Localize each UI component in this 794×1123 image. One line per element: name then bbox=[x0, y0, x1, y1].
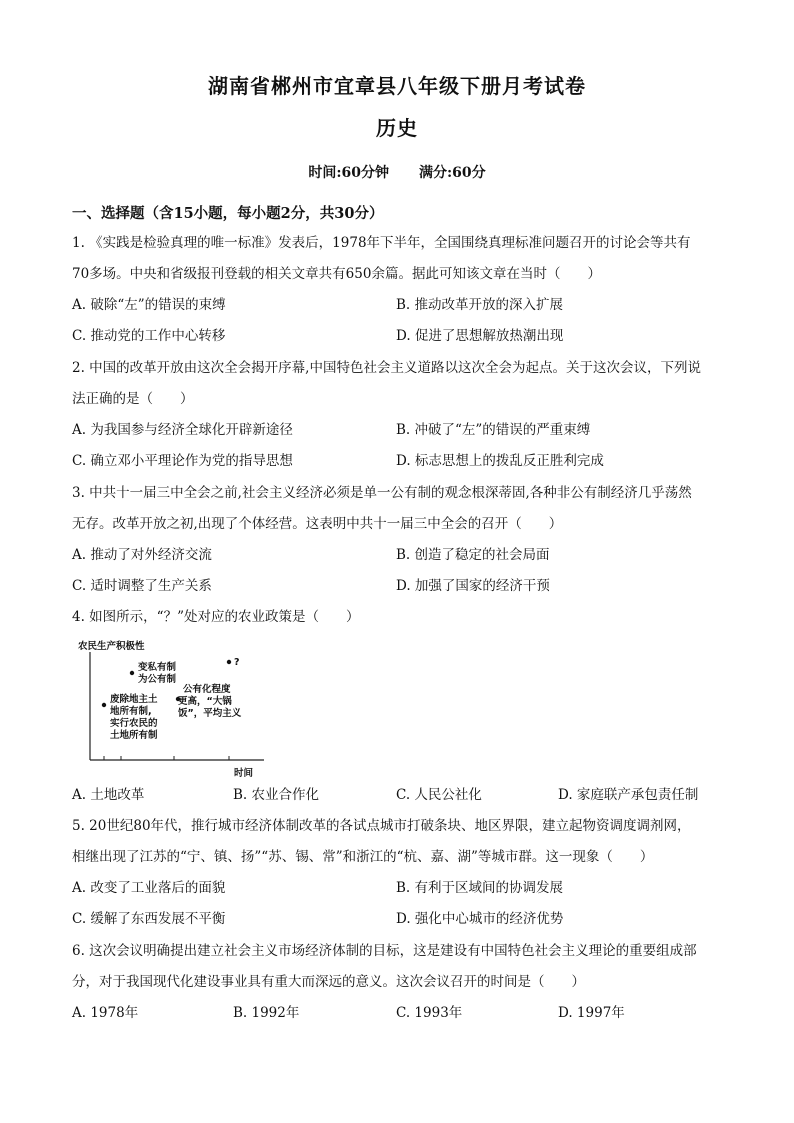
question-5-option-a[interactable]: A. 改变了工业落后的面貌 bbox=[72, 880, 226, 896]
point-1-label: 土地所有制 bbox=[110, 730, 158, 741]
question-3-option-c[interactable]: C. 适时调整了生产关系 bbox=[72, 578, 212, 594]
question-6-line-2: 分，对于我国现代化建设事业具有重大而深远的意义。这次会议召开的时间是（ ） bbox=[72, 974, 585, 990]
question-3-line-1: 3. 中共十一届三中全会之前,社会主义经济必须是单一公有制的观念根深蒂固,各种非公有制经济几乎荡然 bbox=[72, 485, 692, 501]
question-2-line-2: 法正确的是（ ） bbox=[72, 391, 194, 407]
exam-subject: 历史 bbox=[376, 116, 418, 140]
question-3-option-a[interactable]: A. 推动了对外经济交流 bbox=[72, 547, 212, 563]
question-4-option-c[interactable]: C. 人民公社化 bbox=[396, 787, 482, 803]
question-5-line-1: 5. 20世纪80年代，推行城市经济体制改革的各试点城市打破条块、地区界限，建立起物资调度调剂网， bbox=[72, 818, 691, 834]
question-1-option-a[interactable]: A. 破除“左”的错误的束缚 bbox=[72, 297, 226, 313]
question-3-option-d[interactable]: D. 加强了国家的经济干预 bbox=[396, 578, 550, 594]
exam-time: 时间:60分钟 bbox=[308, 165, 389, 181]
exam-meta bbox=[0, 162, 794, 182]
question-2-option-b[interactable]: B. 冲破了“左”的错误的严重束缚 bbox=[396, 422, 591, 438]
data-point bbox=[227, 660, 231, 664]
point-1-label: 地所有制, bbox=[110, 706, 152, 717]
question-5-option-b[interactable]: B. 有利于区域间的协调发展 bbox=[396, 880, 564, 896]
data-point bbox=[102, 703, 106, 707]
point-3-label: 公有化程度 bbox=[183, 684, 231, 695]
question-3-line-2: 无存。改革开放之初,出现了个体经营。这表明中共十一届三中全会的召开（ ） bbox=[72, 516, 563, 532]
question-6-option-b[interactable]: B. 1992年 bbox=[233, 1005, 300, 1021]
question-4-option-a[interactable]: A. 土地改革 bbox=[72, 787, 145, 803]
question-2-option-d[interactable]: D. 标志思想上的拨乱反正胜利完成 bbox=[396, 453, 604, 469]
question-2-line-1: 2. 中国的改革开放由这次全会揭开序幕,中国特色社会主义道路以这次全会为起点。关于这次会议，下列说 bbox=[72, 360, 701, 376]
figure-svg bbox=[76, 640, 276, 780]
question-1-option-d[interactable]: D. 促进了思想解放热潮出现 bbox=[396, 328, 564, 344]
question-2-option-a[interactable]: A. 为我国参与经济全球化开辟新途径 bbox=[72, 422, 293, 438]
exam-score: 满分:60分 bbox=[419, 165, 486, 181]
question-3-option-b[interactable]: B. 创造了稳定的社会局面 bbox=[396, 547, 550, 563]
point-2-label: 为公有制 bbox=[138, 674, 177, 685]
question-5-option-d[interactable]: D. 强化中心城市的经济优势 bbox=[396, 911, 564, 927]
question-5-option-c[interactable]: C. 缓解了东西发展不平衡 bbox=[72, 911, 226, 927]
question-6-line-1: 6. 这次会议明确提出建立社会主义市场经济体制的目标，这是建设有中国特色社会主义理论的重要组成部 bbox=[72, 943, 697, 959]
question-2-option-c[interactable]: C. 确立邓小平理论作为党的指导思想 bbox=[72, 453, 293, 469]
point-2-label: 变私有制 bbox=[138, 662, 177, 673]
question-6-option-d[interactable]: D. 1997年 bbox=[558, 1005, 625, 1021]
question-1-line-1: 1. 《实践是检验真理的唯一标准》发表后，1978年下半年，全国围绕真理标准问题召开的讨论会等共有 bbox=[72, 235, 691, 251]
question-1-option-b[interactable]: B. 推动改革开放的深入扩展 bbox=[396, 297, 564, 313]
question-1-option-c[interactable]: C. 推动党的工作中心转移 bbox=[72, 328, 226, 344]
point-3-label: 饭”，平均主义 bbox=[178, 708, 242, 719]
question-4-option-b[interactable]: B. 农业合作化 bbox=[233, 787, 320, 803]
question-4-line-1: 4. 如图所示，“？”处对应的农业政策是（ ） bbox=[72, 609, 360, 625]
section-heading: 一、选择题（含15小题，每小题2分，共30分） bbox=[72, 205, 384, 222]
data-point bbox=[130, 671, 134, 675]
y-axis-label: 农民生产积极性 bbox=[78, 641, 145, 652]
question-6-option-a[interactable]: A. 1978年 bbox=[72, 1005, 139, 1021]
exam-title: 湖南省郴州市宜章县八年级下册月考试卷 bbox=[208, 74, 586, 98]
x-axis-label: 时间 bbox=[234, 768, 254, 779]
point-1-label: 实行农民的 bbox=[110, 718, 158, 729]
question-6-option-c[interactable]: C. 1993年 bbox=[396, 1005, 463, 1021]
question-1-line-2: 70多场。中央和省级报刊登载的相关文章共有650余篇。据此可知该文章在当时（ ） bbox=[72, 266, 601, 282]
point-4-label: ? bbox=[234, 657, 240, 668]
point-3-label: 更高，“大锅 bbox=[178, 696, 232, 707]
point-1-label: 废除地主土 bbox=[110, 694, 158, 705]
agriculture-policy-figure bbox=[76, 640, 276, 780]
question-4-option-d[interactable]: D. 家庭联产承包责任制 bbox=[558, 787, 699, 803]
question-5-line-2: 相继出现了江苏的“宁、镇、扬”“苏、锡、常”和浙江的“杭、嘉、湖”等城市群。这一现象（ ） bbox=[72, 849, 654, 865]
